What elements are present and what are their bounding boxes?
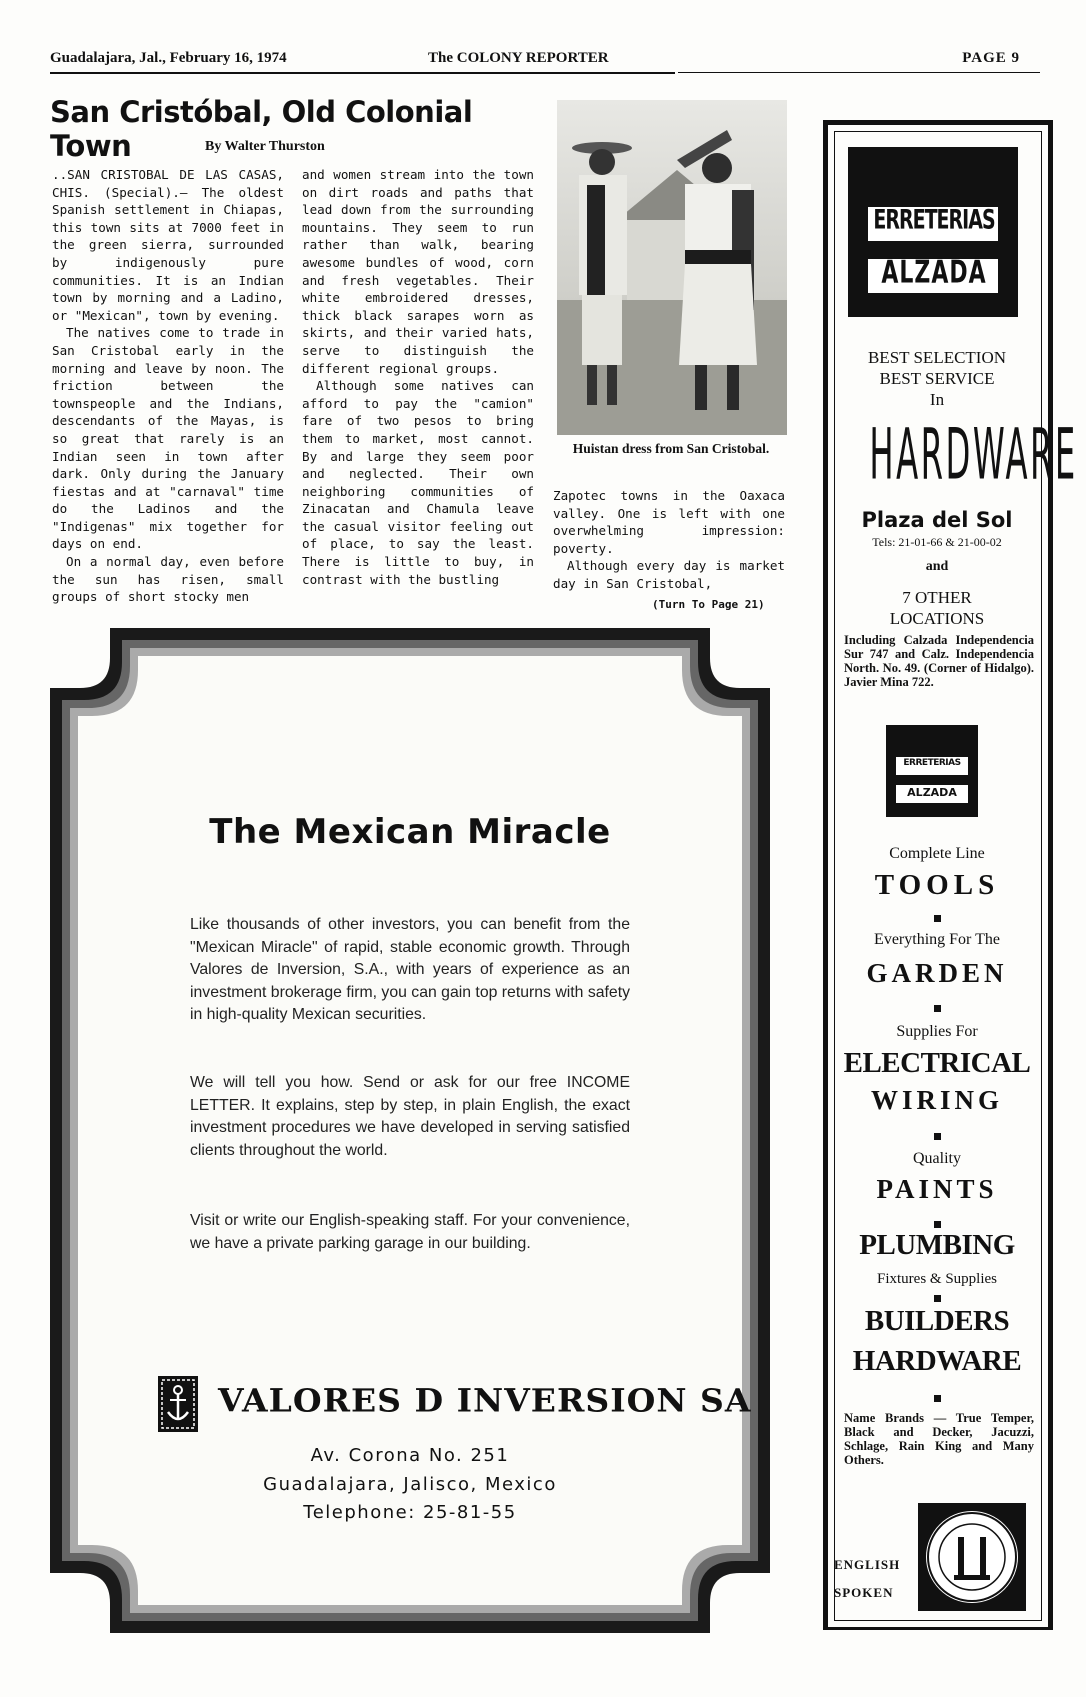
electrical-heading: ELECTRICAL (843, 1047, 1031, 1079)
best-service: BEST SERVICE (879, 369, 995, 388)
article-byline: By Walter Thurston (205, 139, 325, 154)
paragraph: Although some natives can afford to pay the "camion" fare of two pesos to bring them to market, most cannot. By and large they seem poor and neglected. Their own neighboring communities of Zinacatan and Chamula leave the casual visitor feeling out of place, to say the least. There is little to buy, in contrast with the bustling (302, 378, 534, 587)
complete-line: Complete Line (889, 845, 985, 862)
paragraph: Although every day is market day in San Cristobal, (553, 558, 785, 591)
small-logo-text-top: ERRETERIAS (903, 758, 961, 768)
anchor-emblem-icon (158, 1376, 198, 1432)
paragraph: ..SAN CRISTOBAL DE LAS CASAS, CHIS. (Special).— The oldest Spanish settlement in Chiapas, this town sits at 7000 feet in the green sierra, surrounded by indigenously pure communities. It is an Indian town by morning and a Ladino, or "Mexican", town by evening. (52, 167, 284, 323)
ad-paragraph-2: We will tell you how. Send or ask for our free INCOME LETTER. It explains, step by step, in plain English, the exact investment procedures we have developed in serving satisfied clients throughout the world. (190, 1074, 630, 1159)
ferreterias-logo-icon-small (886, 725, 978, 817)
and-label: and (925, 559, 949, 574)
paints-heading: PAINTS (876, 1174, 998, 1204)
page-number: PAGE 9 (962, 50, 1020, 66)
ad-title: The Mexican Miracle (209, 812, 611, 852)
wiring-heading: WIRING (870, 1085, 1003, 1115)
fixtures-supplies: Fixtures & Supplies (876, 1271, 997, 1287)
article-headline: San Cristóbal, Old Colonial Town (50, 95, 473, 163)
ferreterias-logo-icon (848, 147, 1018, 317)
hardware-heading: HARDWARE (869, 415, 1078, 496)
ad-address-city: Guadalajara, Jalisco, Mexico (263, 1474, 557, 1495)
locations-label: LOCATIONS (889, 609, 985, 628)
name-brands: Name Brands — True Temper, Black and Decker, Jacuzzi, Schlage, Rain King and Many Others. (844, 1411, 1034, 1467)
spoken-label: SPOKEN (834, 1585, 894, 1600)
garden-heading: GARDEN (866, 958, 1008, 988)
hardware-ad (823, 120, 1078, 1630)
bullet-icon (934, 1295, 941, 1302)
small-logo-text-bottom: ALZADA (907, 786, 957, 799)
brand-name: VALORES D INVERSION SA (218, 1381, 752, 1420)
bullet-icon (934, 1395, 941, 1402)
other-count: 7 OTHER (902, 588, 972, 607)
builders-heading: BUILDERS (864, 1305, 1010, 1337)
builders-hardware-heading: HARDWARE (852, 1345, 1022, 1377)
ad-telephone: Telephone: 25-81-55 (303, 1502, 517, 1523)
article-column-3 (553, 487, 785, 593)
quality-label: Quality (913, 1150, 961, 1167)
supplies-for: Supplies For (896, 1023, 978, 1040)
masthead-rule (50, 72, 675, 74)
ad-address-street: Av. Corona No. 251 (310, 1445, 510, 1466)
bullet-icon (934, 1133, 941, 1140)
paragraph: Zapotec towns in the Oaxaca valley. One is left with one overwhelming impression: poverty. (553, 488, 785, 556)
tools-heading: TOOLS (874, 869, 1000, 901)
chamber-seal-icon (918, 1503, 1026, 1611)
locations-list: Including Calzada Independencia Sur 747 and Calz. Independencia North. No. 49. (Corner of Hidalgo). Javier Mina 722. (844, 633, 1034, 689)
telephones: Tels: 21-01-66 & 21-00-02 (872, 535, 1002, 549)
paragraph: On a normal day, even before the sun has risen, small groups of short stocky men (52, 554, 284, 605)
masthead-rule-right (678, 72, 1040, 73)
paragraph: and women stream into the town on dirt roads and paths that lead down from the surrounding mountains. They seem to run rather than walk, bearing awesome bundles of wood, corn and fresh vegetables. Their white embroidered dresses, thick black sarapes worn as skirts, and their varied hats, serve to distinguish the different regional groups. (302, 167, 534, 376)
article-column-1 (52, 166, 284, 606)
plaza-del-sol: Plaza del Sol (861, 508, 1013, 532)
article-photo (557, 100, 787, 435)
continued-note: (Turn To Page 21) (652, 598, 765, 611)
ad-paragraph-1: Like thousands of other investors, you can benefit from the "Mexican Miracle" of rapid, stable economic growth. Through Valores de Inversion, S.A., with years of experience as an investment brokerage firm, you can gain top returns with safety in high-quality Mexican securities. (190, 916, 630, 1023)
best-selection: BEST SELECTION (867, 348, 1007, 367)
bullet-icon (934, 1005, 941, 1012)
article-column-2 (302, 166, 534, 588)
in-label: In (929, 390, 945, 409)
logo-text-bottom: ALZADA (881, 256, 987, 291)
photo-caption: Huistan dress from San Cristobal. (572, 441, 770, 456)
newspaper-name: The COLONY REPORTER (428, 50, 609, 66)
plumbing-heading: PLUMBING (859, 1229, 1015, 1261)
bullet-icon (934, 915, 941, 922)
logo-text-top: ERRETERIAS (873, 204, 995, 236)
bullet-icon (934, 1221, 941, 1228)
photo-two-men-icon (557, 100, 787, 435)
english-label: ENGLISH (834, 1557, 901, 1572)
ad-paragraph-3: Visit or write our English-speaking staff. For your convenience, we have a private parking garage in our building. (190, 1212, 630, 1252)
paragraph: The natives come to trade in San Cristobal early in the morning and leave by noon. The friction between the townspeople and the Indians, descendants of the Mayas, is so great that rarely is an Indian seen in town after dark. Only during the January fiestas and at "carnaval" time do the Ladinos and the "Indigenas" mix together for days on end. (52, 325, 284, 552)
everything-for: Everything For The (874, 931, 1000, 948)
dateline: Guadalajara, Jal., February 16, 1974 (50, 50, 287, 66)
